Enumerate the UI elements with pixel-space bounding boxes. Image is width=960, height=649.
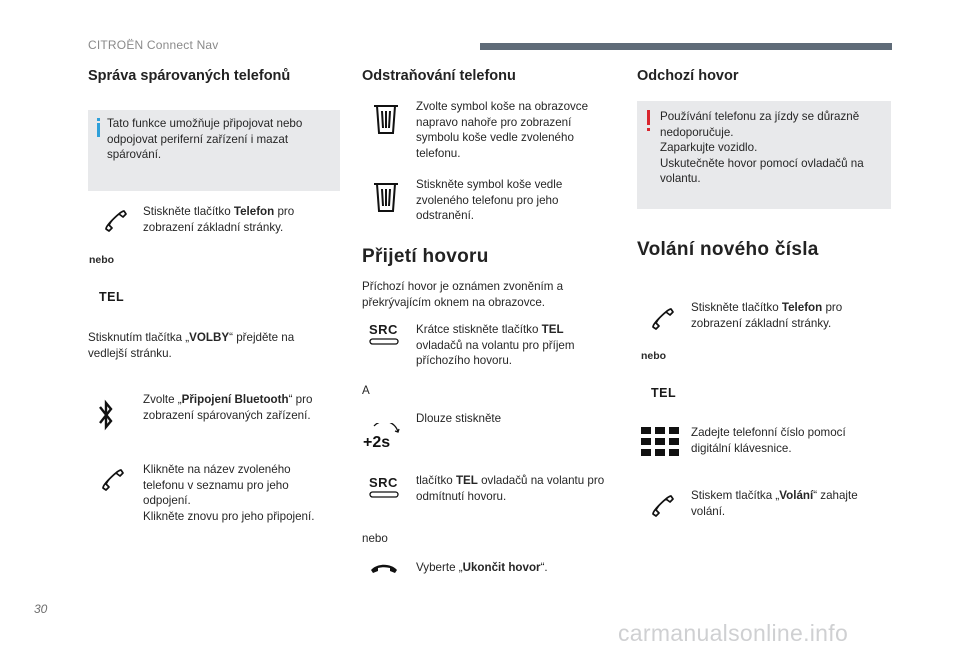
src-button-icon: SRC xyxy=(369,475,399,499)
watermark: carmanualsonline.info xyxy=(618,620,849,646)
end-call-text: Vyberte „Ukončit hovor“. xyxy=(416,561,548,574)
section-title-new-number: Volání nového čísla xyxy=(637,239,819,260)
call-step-text: Stiskem tlačítka „Volání“ zahajte volání. xyxy=(691,489,858,518)
svg-text:+2s: +2s xyxy=(363,434,391,451)
src-short-press-text: Krátce stiskněte tlačítko TEL ovladačů na volantu pro příjem příchozího hovoru. xyxy=(416,323,575,367)
page-number: 30 xyxy=(34,602,48,616)
warning-box xyxy=(637,101,891,209)
phone-handset-icon xyxy=(99,466,125,492)
bluetooth-text: Zvolte „Připojení Bluetooth“ pro zobrazení spárovaných zařízení. xyxy=(143,393,313,422)
section-title-outgoing-call: Odchozí hovor xyxy=(637,68,739,84)
warning-icon xyxy=(647,110,650,125)
click-name-text: Klikněte na název zvoleného telefonu v seznamu pro jeho odpojení. Klikněte znovu pro jeho připojení. xyxy=(143,463,315,523)
section-title-paired-phones: Správa spárovaných telefonů xyxy=(88,68,291,84)
trash-icon xyxy=(372,181,400,213)
info-text: Tato funkce umožňuje připojovat nebo odpojovat periferní zařízení i mazat spárování. xyxy=(107,117,303,161)
new-step-telefon-text: Stiskněte tlačítko Telefon pro zobrazení základní stránky. xyxy=(691,301,843,330)
tel-button-label: TEL xyxy=(99,290,125,304)
section-title-delete-phone: Odstraňování telefonu xyxy=(362,68,516,84)
step-telefon-text: Stiskněte tlačítko Telefon pro zobrazení základní stránky. xyxy=(143,205,295,234)
accept-intro-text: Příchozí hovor je oznámen zvoněním a překrývajícím oknem na obrazovce. xyxy=(362,280,564,309)
keypad-icon xyxy=(641,427,679,457)
bluetooth-icon xyxy=(98,398,114,432)
alt-label-a: A xyxy=(362,384,370,397)
info-icon xyxy=(97,118,100,121)
volby-text: Stisknutím tlačítka „VOLBY“ přejděte na vedlejší stránku. xyxy=(88,331,295,360)
tel-button-label: TEL xyxy=(651,386,677,400)
warning-text: Používání telefonu za jízdy se důrazně nedoporučuje. Zaparkujte vozidlo. Uskutečněte hovor pomocí ovladačů na volantu. xyxy=(660,110,864,185)
hang-up-icon xyxy=(369,561,399,575)
phone-handset-icon xyxy=(649,492,675,518)
or-label: nebo xyxy=(641,350,667,362)
plus-2s-icon xyxy=(362,423,402,458)
or-label: nebo xyxy=(362,532,388,545)
src-reject-text: tlačítko TEL ovladačů na volantu pro odmítnutí hovoru. xyxy=(416,474,605,503)
section-title-accept-call: Přijetí hovoru xyxy=(362,246,489,267)
trash-icon xyxy=(372,103,400,135)
header-brand: CITROËN Connect Nav xyxy=(88,38,219,52)
src-button-icon: SRC xyxy=(369,322,399,346)
phone-handset-icon xyxy=(102,207,128,233)
info-box xyxy=(88,110,340,191)
delete-step1-text: Zvolte symbol koše na obrazovce napravo nahoře pro zobrazení symbolu koše vedle zvoleného telefonu. xyxy=(416,100,589,160)
delete-step2-text: Stiskněte symbol koše vedle zvoleného telefonu pro jeho odstranění. xyxy=(416,178,563,222)
or-label: nebo xyxy=(89,254,115,266)
header-bar xyxy=(480,43,892,50)
keypad-text: Zadejte telefonní číslo pomocí digitální klávesnice. xyxy=(691,426,846,455)
long-press-text: Dlouze stiskněte xyxy=(416,412,502,425)
phone-handset-icon xyxy=(649,305,675,331)
